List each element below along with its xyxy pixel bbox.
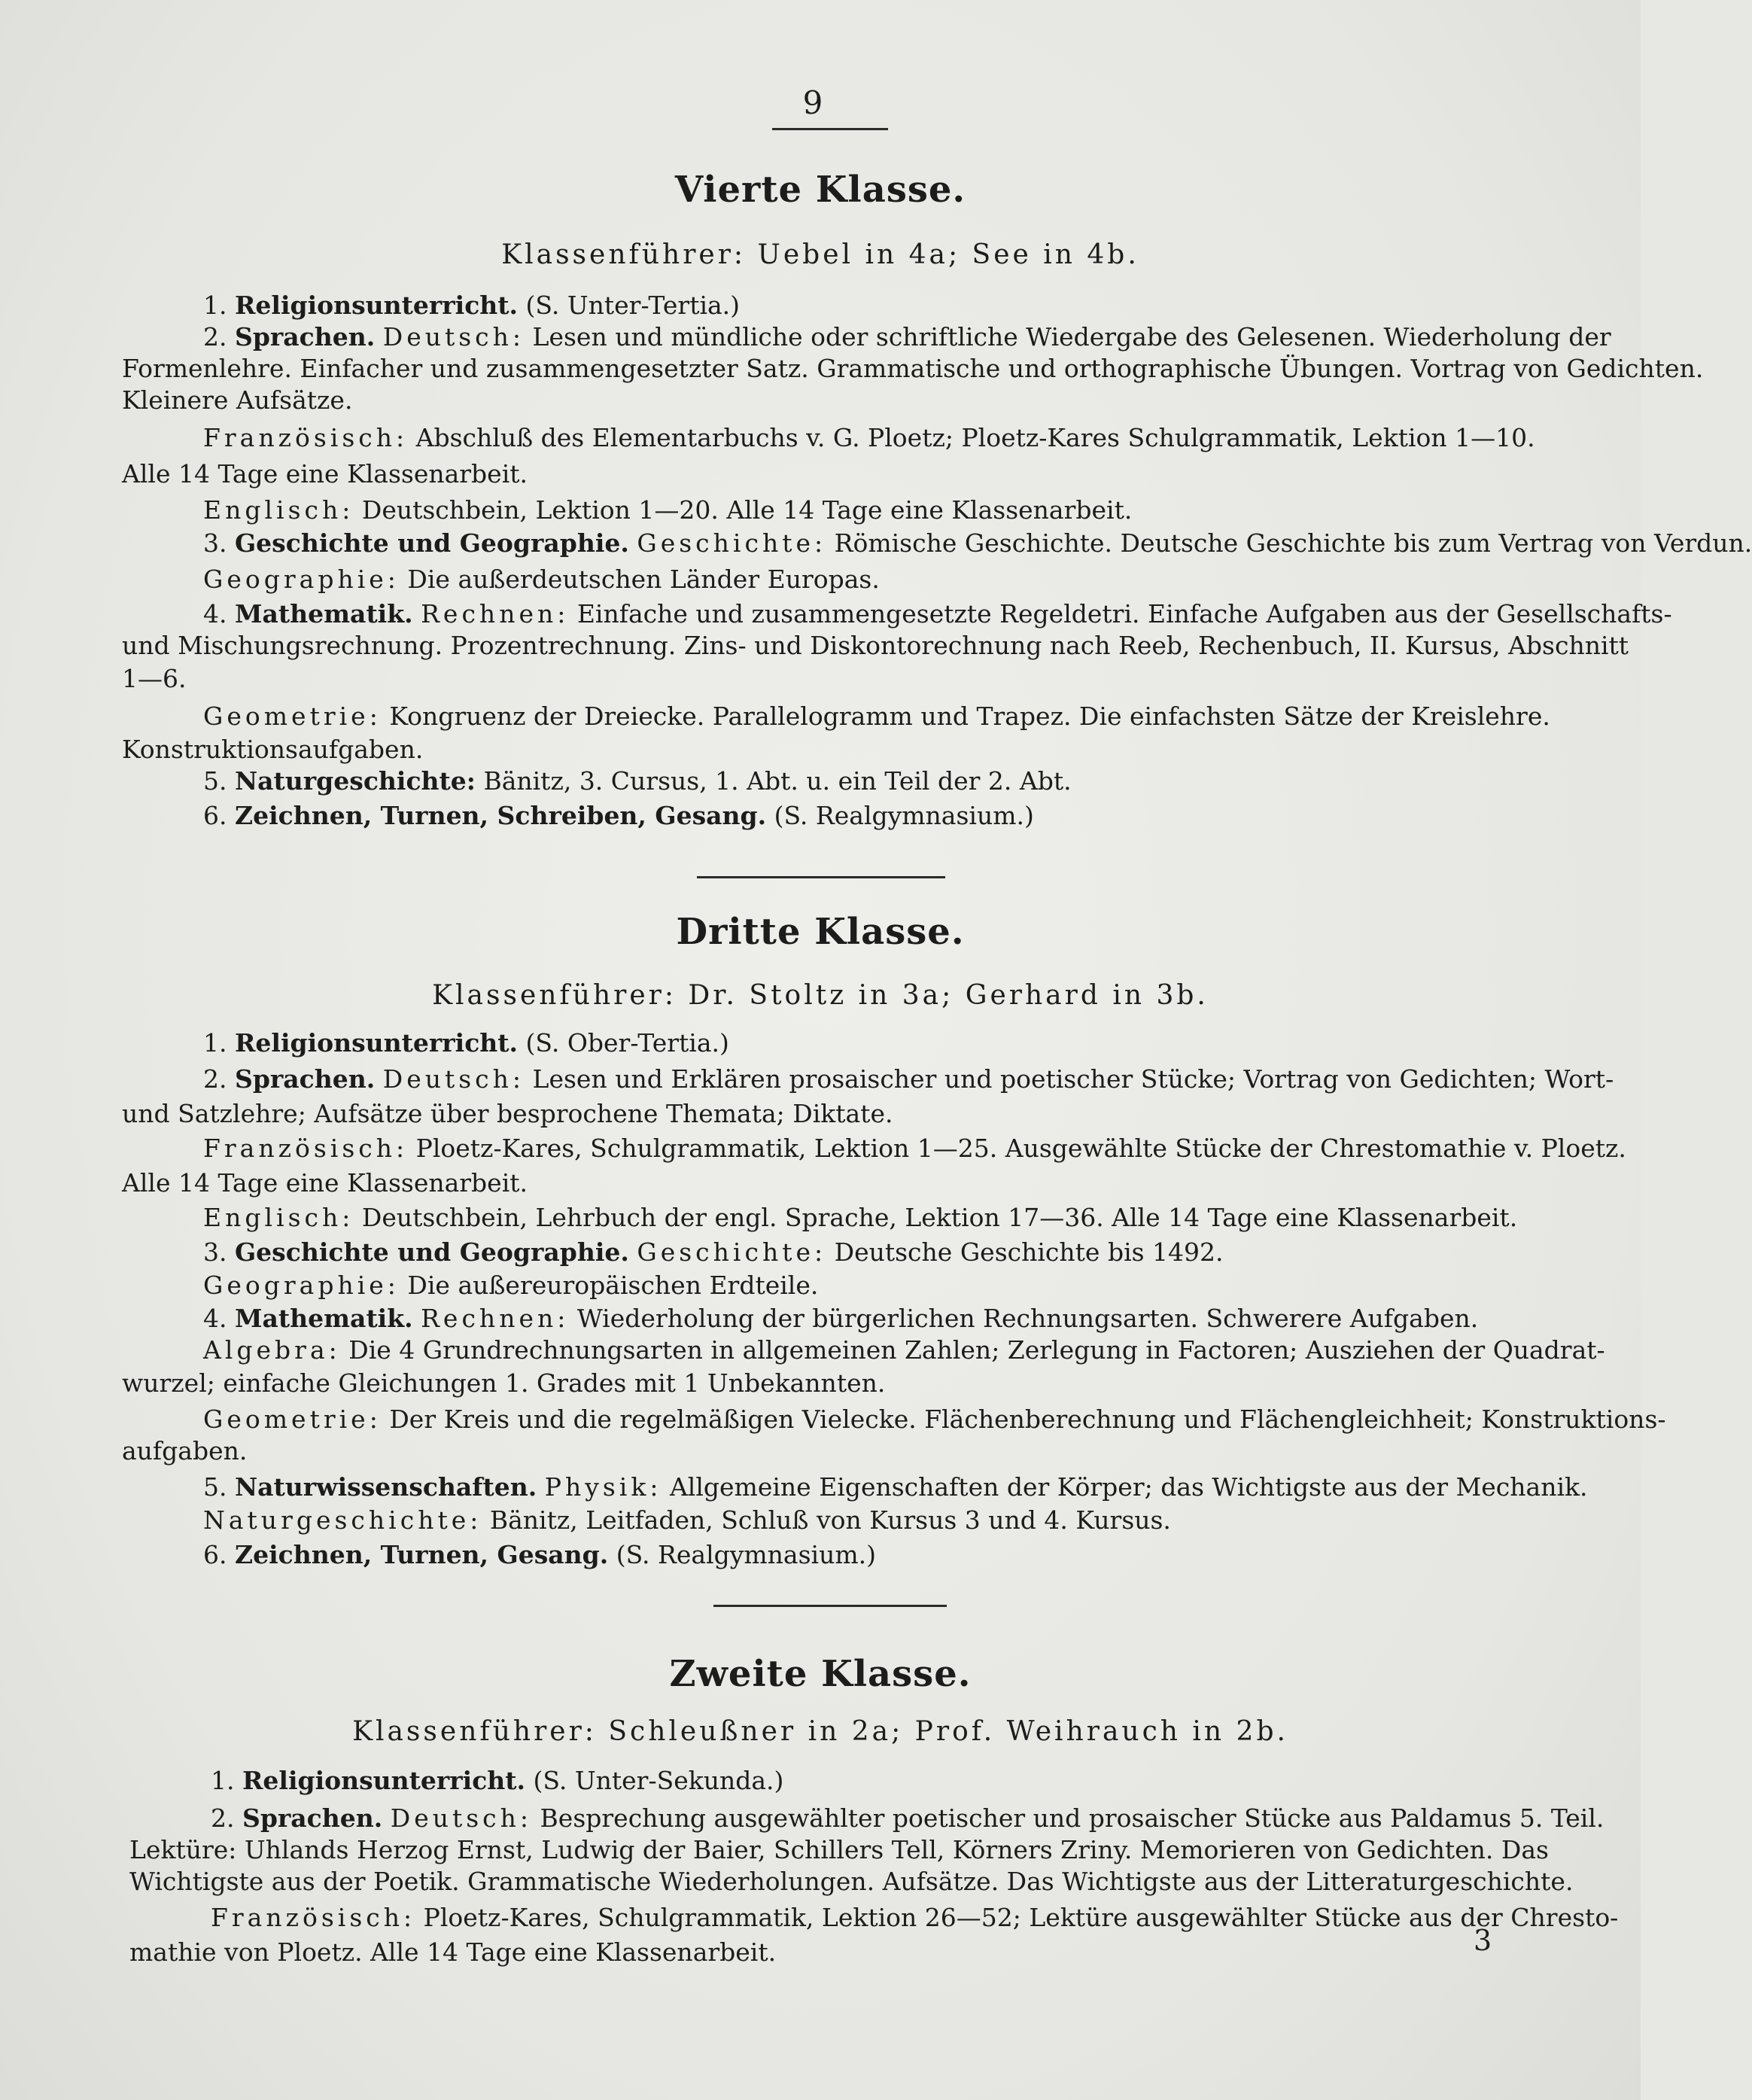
zweite-text-line: Wichtigste aus der Poetik. Grammatische Wiederholungen. Aufsätze. Das Wichtigste aus der Litteraturgeschichte.: [129, 1867, 1574, 1896]
dritte-geometrie: Geometrie: Der Kreis und die regelmäßigen Vielecke. Flächenberechnung und Flächengleichheit; Konstruktions-: [203, 1405, 1666, 1434]
vierte-item-6: 6. Zeichnen, Turnen, Schreiben, Gesang. (S. Realgymnasium.): [203, 801, 1034, 830]
vierte-item-5: 5. Naturgeschichte: Bänitz, 3. Cursus, 1. Abt. u. ein Teil der 2. Abt.: [203, 766, 1072, 796]
dritte-item-5: 5. Naturwissenschaften. Physik: Allgemeine Eigenschaften der Körper; das Wichtigste aus der Mechanik.: [203, 1472, 1588, 1502]
section-title-dritte: Dritte Klasse.: [676, 911, 965, 953]
section-divider: [713, 1605, 947, 1607]
dritte-naturgeschichte: Naturgeschichte: Bänitz, Leitfaden, Schluß von Kursus 3 und 4. Kursus.: [203, 1505, 1171, 1535]
dritte-item-3: 3. Geschichte und Geographie. Geschichte: Deutsche Geschichte bis 1492.: [203, 1237, 1224, 1267]
vierte-franzoesisch: Französisch: Abschluß des Elementarbuchs v. G. Ploetz; Ploetz-Kares Schulgrammatik, Lektion 1—10.: [203, 423, 1535, 452]
vierte-text-line: Formenlehre. Einfacher und zusammengesetzter Satz. Grammatische und orthographische Übungen. Vortrag von Gedichten.: [122, 354, 1704, 383]
zweite-item-1: 1. Religionsunterricht. (S. Unter-Sekunda.): [211, 1766, 784, 1795]
dritte-item-4: 4. Mathematik. Rechnen: Wiederholung der bürgerlichen Rechnungsarten. Schwerere Aufgaben.: [203, 1304, 1479, 1333]
class-leader-zweite: Klassenführer: Schleußner in 2a; Prof. Weihrauch in 2b.: [352, 1716, 1288, 1747]
vierte-text-line: Alle 14 Tage eine Klassenarbeit.: [122, 459, 528, 488]
vierte-item-1: 1. Religionsunterricht. (S. Unter-Tertia.): [203, 291, 741, 320]
vierte-item-4: 4. Mathematik. Rechnen: Einfache und zusammengesetzte Regeldetri. Einfache Aufgaben aus der Gesellschafts-: [203, 599, 1672, 628]
vierte-text-line: Kleinere Aufsätze.: [122, 385, 353, 415]
dritte-geographie: Geographie: Die außereuropäischen Erdteile.: [203, 1271, 819, 1300]
dritte-text-line: aufgaben.: [122, 1436, 248, 1465]
dritte-item-2: 2. Sprachen. Deutsch: Lesen und Erklären prosaischer und poetischer Stücke; Vortrag von Gedichten; Wort-: [203, 1064, 1614, 1094]
class-leader-dritte: Klassenführer: Dr. Stoltz in 3a; Gerhard in 3b.: [432, 980, 1209, 1011]
vierte-text-line: Konstruktionsaufgaben.: [122, 735, 424, 764]
vierte-text-line: 1—6.: [122, 664, 187, 693]
vierte-geographie: Geographie: Die außerdeutschen Länder Europas.: [203, 565, 880, 594]
vierte-geometrie: Geometrie: Kongruenz der Dreiecke. Parallelogramm und Trapez. Die einfachsten Sätze der Kreislehre.: [203, 702, 1550, 731]
dritte-text-line: wurzel; einfache Gleichungen 1. Grades mit 1 Unbekannten.: [122, 1368, 886, 1398]
vierte-text-line: und Mischungsrechnung. Prozentrechnung. Zins- und Diskontorechnung nach Reeb, Rechenbuch, II. Kursus, Abschnitt: [122, 631, 1629, 660]
dritte-item-1: 1. Religionsunterricht. (S. Ober-Tertia.): [203, 1028, 729, 1058]
section-divider: [697, 876, 945, 878]
dritte-text-line: und Satzlehre; Aufsätze über besprochene Themata; Diktate.: [122, 1099, 893, 1128]
zweite-text-line: mathie von Ploetz. Alle 14 Tage eine Klassenarbeit.: [129, 1937, 777, 1967]
dritte-algebra: Algebra: Die 4 Grundrechnungsarten in allgemeinen Zahlen; Zerlegung in Factoren; Ausziehen der Quadrat-: [203, 1335, 1605, 1365]
vierte-item-3: 3. Geschichte und Geographie. Geschichte: Römische Geschichte. Deutsche Geschichte bis zum Vertrag von Verdun.: [203, 528, 1752, 558]
section-title-zweite: Zweite Klasse.: [669, 1653, 972, 1695]
dritte-englisch: Englisch: Deutschbein, Lehrbuch der engl. Sprache, Lektion 17—36. Alle 14 Tage eine Klassenarbeit.: [203, 1203, 1518, 1232]
footer-number: 3: [1474, 1924, 1492, 1957]
zweite-text-line: Lektüre: Uhlands Herzog Ernst, Ludwig der Baier, Schillers Tell, Körners Zriny. Memorieren von Gedichten. Das: [129, 1835, 1549, 1864]
zweite-franzoesisch: Französisch: Ploetz-Kares, Schulgrammatik, Lektion 26—52; Lektüre ausgewählter Stücke aus der Chresto-: [211, 1903, 1619, 1932]
zweite-item-2: 2. Sprachen. Deutsch: Besprechung ausgewählter poetischer und prosaischer Stücke aus Paldamus 5. Teil.: [211, 1803, 1604, 1833]
header-rule: [772, 128, 888, 130]
dritte-item-6: 6. Zeichnen, Turnen, Gesang. (S. Realgymnasium.): [203, 1540, 877, 1569]
vierte-englisch: Englisch: Deutschbein, Lektion 1—20. Alle 14 Tage eine Klassenarbeit.: [203, 495, 1133, 525]
vierte-item-2: 2. Sprachen. Deutsch: Lesen und mündliche oder schriftliche Wiedergabe des Gelesenen. Wiederholung der: [203, 322, 1611, 352]
class-leader-vierte: Klassenführer: Uebel in 4a; See in 4b.: [501, 239, 1139, 270]
page-number: 9: [802, 84, 823, 121]
dritte-franzoesisch: Französisch: Ploetz-Kares, Schulgrammatik, Lektion 1—25. Ausgewählte Stücke der Chrestomathie v. Ploetz.: [203, 1134, 1626, 1163]
section-title-vierte: Vierte Klasse.: [674, 169, 966, 211]
dritte-text-line: Alle 14 Tage eine Klassenarbeit.: [122, 1168, 528, 1198]
